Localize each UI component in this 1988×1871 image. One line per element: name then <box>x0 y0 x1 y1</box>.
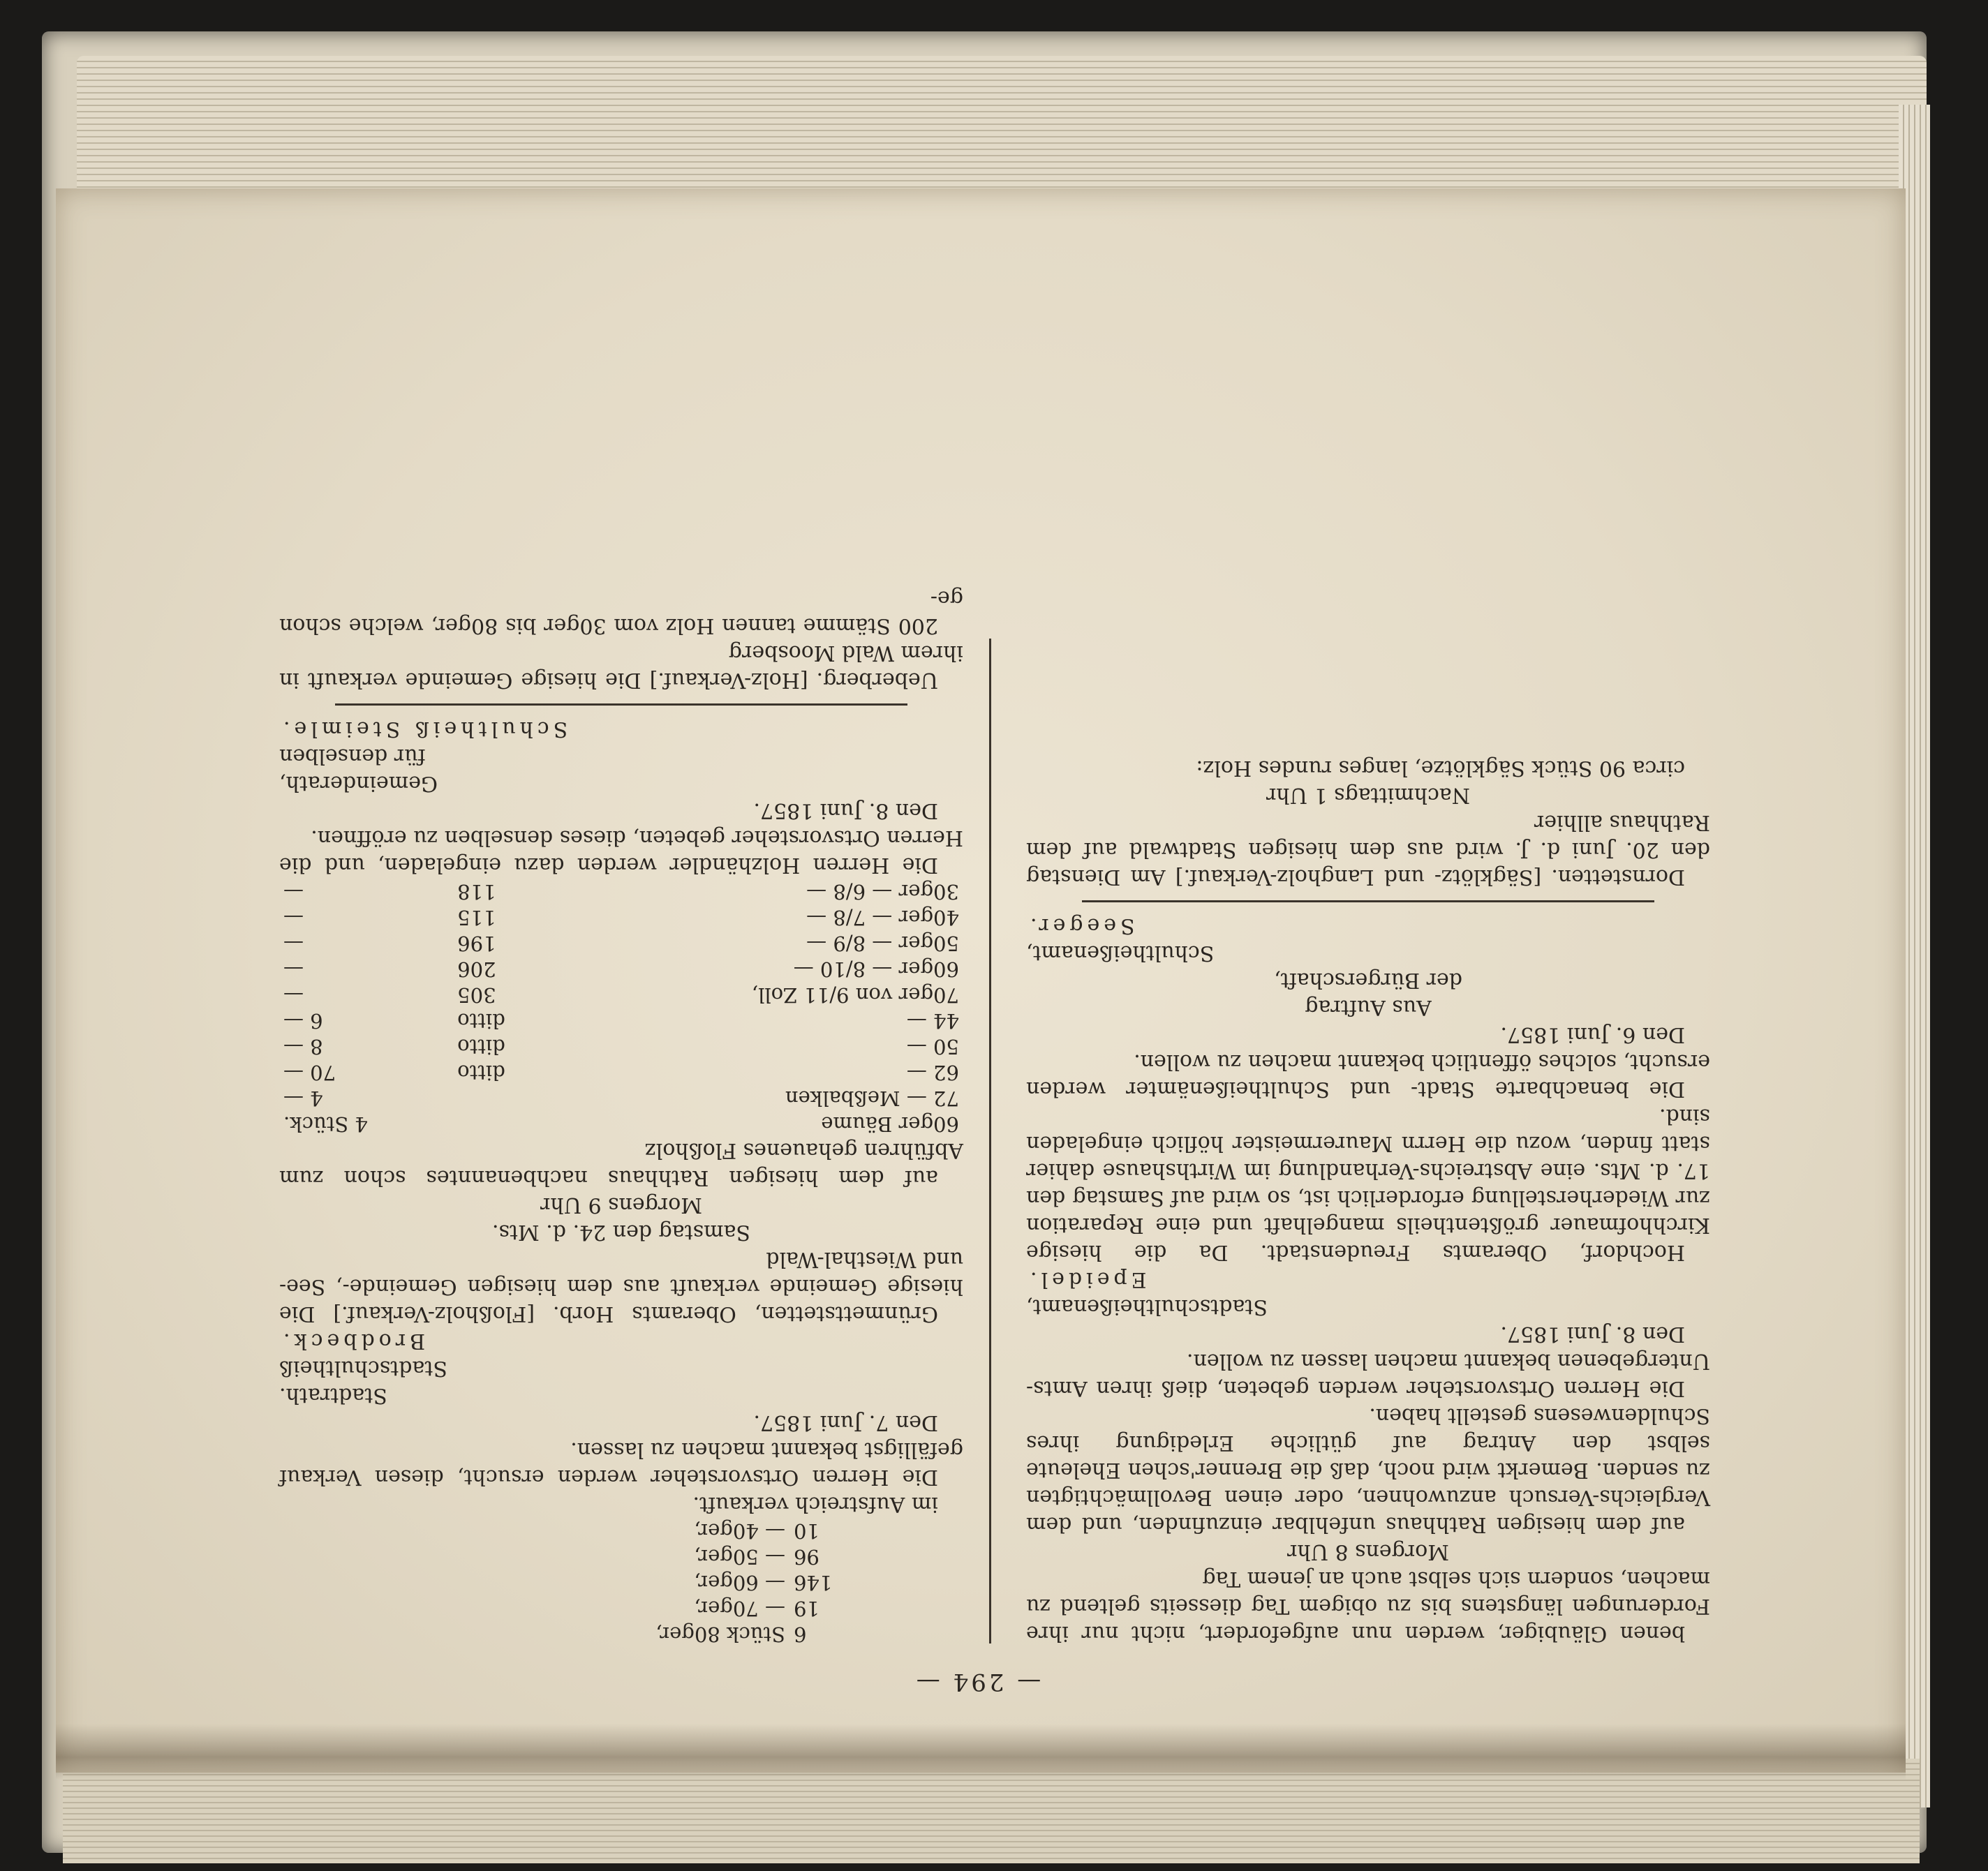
floss-cell: — <box>283 906 304 930</box>
paragraph: Die benachbarte Stadt- und Schultheißenämter werden ersucht, solches öffentlich bekannt machen zu wollen. <box>1026 1050 1710 1101</box>
floss-cell: 72 — Meßbalken <box>785 1087 959 1110</box>
floss-cell: 4 — <box>283 1087 323 1110</box>
section-rule <box>1082 900 1654 902</box>
floss-cell: 4 Stück. <box>283 1112 368 1136</box>
floss-cell <box>453 1111 558 1137</box>
stock-desc: — 70ger, <box>694 1597 786 1620</box>
left-column <box>1026 635 1710 1647</box>
floss-row <box>279 982 963 1008</box>
floss-cell: 6 — <box>283 1009 323 1033</box>
paragraph: auf dem hiesigen Rathhaus unfehlbar einzufinden, und dem Vergleichs-Versuch anzuwohnen, oder einen Bevollmächtigten zu senden. Bemerkt wird noch, daß die Brenner'schen Eheleute selbst den Antrag auf gütliche Erledigung ihres Schuldenwesens gestellt haben. <box>1026 1403 1710 1537</box>
column-divider <box>989 639 991 1643</box>
section-rule <box>335 703 907 706</box>
floss-cell: 50 — <box>906 1035 959 1059</box>
floss-row <box>279 1008 963 1034</box>
floss-cell: — <box>283 983 304 1007</box>
floss-row <box>279 930 963 956</box>
paragraph: Die Herren Holzhändler werden dazu eingeladen, und die Herren Ortsvorsteher gebeten, dieses denselben zu eröffnen. <box>279 826 963 877</box>
paragraph: Die Herren Ortsvorsteher werden gebeten, dieß ihren Amts-Untergebenen bekannt machen lassen zu wollen. <box>1026 1349 1710 1401</box>
page-fold-shadow <box>56 1724 1906 1780</box>
time-line: Nachmittags 1 Uhr <box>1266 783 1471 807</box>
time-line: Samstag den 24. d. Mts. <box>492 1220 751 1244</box>
stock-row <box>279 1595 963 1621</box>
paragraph: im Aufstreich verkauft. <box>692 1492 938 1516</box>
date-line: Den 8. Juni 1857. <box>1500 1322 1685 1346</box>
office-line: Schultheißenamt, <box>1026 941 1215 965</box>
paragraph: Die Herren Ortsvorsteher werden ersucht, diesen Verkauf gefälligst bekannt machen zu lassen. <box>279 1438 963 1489</box>
floss-cell: 60ger — 8/10 — <box>793 957 959 981</box>
floss-cell: 62 — <box>906 1061 959 1084</box>
signature: Schultheiß Steimle. <box>279 717 568 741</box>
floss-cell <box>453 1085 558 1111</box>
floss-cell: 60ger Bäume <box>821 1112 959 1136</box>
floss-cell: ditto <box>457 1035 505 1059</box>
time-line: Morgens 9 Uhr <box>540 1193 702 1217</box>
stock-desc: — 50ger, <box>694 1545 786 1569</box>
floss-cell: ditto <box>457 1061 505 1084</box>
stock-row <box>279 1518 963 1544</box>
right-column <box>279 586 963 1647</box>
stock-desc: — 60ger, <box>694 1571 786 1595</box>
floss-cell: 196 <box>457 932 496 955</box>
paragraph: Dornstetten. [Sägklötz- und Langholz-Verkauf.] Am Dienstag den 20. Juni d. J. wird aus dem hiesigen Stadtwald auf dem Rathhaus allhier <box>1026 810 1710 889</box>
floss-row <box>279 1034 963 1059</box>
floss-cell: 70ger von 9/11 Zoll, <box>751 983 959 1007</box>
floss-table <box>279 879 963 1137</box>
stock-desc: — 40ger, <box>694 1519 786 1543</box>
office-line: Stadtschultheiß <box>279 1356 447 1380</box>
stock-count: 6 <box>794 1623 807 1646</box>
stock-row <box>279 1621 963 1647</box>
page-number: — 294 — <box>913 1668 1041 1696</box>
floss-cell: — <box>283 932 304 955</box>
paragraph: Grünmettstetten, Oberamts Horb. [Floßholz-Verkauf.] Die hiesige Gemeinde verkauft aus dem hiesigen Gemeinde-, See- und Wiesthal-Wald <box>279 1247 963 1326</box>
floss-cell: ditto <box>457 1009 505 1033</box>
paragraph: auf dem hiesigen Rathhaus nachbenanntes schon zum Abführen gehauenes Floßholz <box>279 1138 963 1190</box>
floss-row <box>279 904 963 930</box>
stock-count: 96 <box>794 1545 819 1569</box>
floss-cell: — <box>283 957 304 981</box>
floss-cell: 305 <box>457 983 496 1007</box>
stock-count: 10 <box>794 1519 819 1543</box>
floss-cell: 70 — <box>283 1061 336 1084</box>
floss-row <box>279 1111 963 1137</box>
floss-cell: 115 <box>457 906 496 930</box>
signature: Epeidel. <box>1026 1267 1147 1292</box>
time-line: Morgens 8 Uhr <box>1287 1540 1449 1564</box>
office-line: Stadtschultheißenamt, <box>1026 1295 1268 1319</box>
signature: Seeger. <box>1026 914 1135 938</box>
stock-count: 19 <box>794 1597 819 1620</box>
office-line: Stadtrath. <box>279 1383 387 1408</box>
office-line: Gemeinderath, <box>279 771 438 796</box>
floss-row <box>279 1059 963 1085</box>
office-line: der Bürgerschaft, <box>1274 968 1462 992</box>
date-line: Den 6. Juni 1857. <box>1500 1022 1685 1047</box>
office-line: für denselben <box>279 744 426 768</box>
date-line: Den 7. Juni 1857. <box>753 1410 938 1435</box>
stock-table <box>279 1518 963 1647</box>
stock-row <box>279 1544 963 1570</box>
paragraph: benen Gläubiger, werden nun aufgefordert, nicht nur ihre Forderungen längstens bis zu obigem Tag diesseits geltend zu machen, sondern sich selbst auch an jenem Tag <box>1026 1567 1710 1646</box>
floss-cell: 44 — <box>906 1009 959 1033</box>
floss-cell: 40ger — 7/8 — <box>806 906 959 930</box>
floss-cell: 118 <box>457 880 496 904</box>
floss-cell: 8 — <box>283 1035 323 1059</box>
floss-cell: 50ger — 8/9 — <box>806 932 959 955</box>
floss-cell: 206 <box>457 957 496 981</box>
paragraph: Hochdorf, Oberamts Freudenstadt. Da die hiesige Kirchhofmauer größtentheils mangelhaft und eine Reparation zur Wiederherstellung erforderlich ist, so wird auf Samstag den 17. d. Mts. eine Abstreichs-Verhandlung im Wirthshause dahier statt finden, wozu die Herrn Maurermeister höflich eingeladen sind. <box>1026 1104 1710 1265</box>
stock-row <box>279 1570 963 1595</box>
signature: Brodbeck. <box>279 1329 426 1353</box>
paragraph: 200 Stämme tannen Holz vom 30ger bis 80ger, welche schon ge- <box>279 586 963 638</box>
floss-row <box>279 1085 963 1111</box>
book-page <box>56 188 1906 1773</box>
floss-cell: — <box>283 880 304 904</box>
date-line: Den 8. Juni 1857. <box>753 798 938 823</box>
office-line: Aus Auftrag <box>1305 995 1432 1020</box>
paragraph: circa 90 Stück Sägklötze, langes rundes Holz: <box>1196 756 1685 780</box>
stock-desc: Stück 80ger, <box>655 1623 786 1646</box>
stock-count: 146 <box>794 1571 833 1595</box>
floss-cell: 30ger — 6/8 — <box>806 880 959 904</box>
printed-text-rotated <box>244 586 1710 1696</box>
floss-row <box>279 879 963 904</box>
floss-row <box>279 956 963 982</box>
paragraph: Ueberberg. [Holz-Verkauf.] Die hiesige Gemeinde verkauft in ihrem Wald Moosberg <box>279 641 963 692</box>
